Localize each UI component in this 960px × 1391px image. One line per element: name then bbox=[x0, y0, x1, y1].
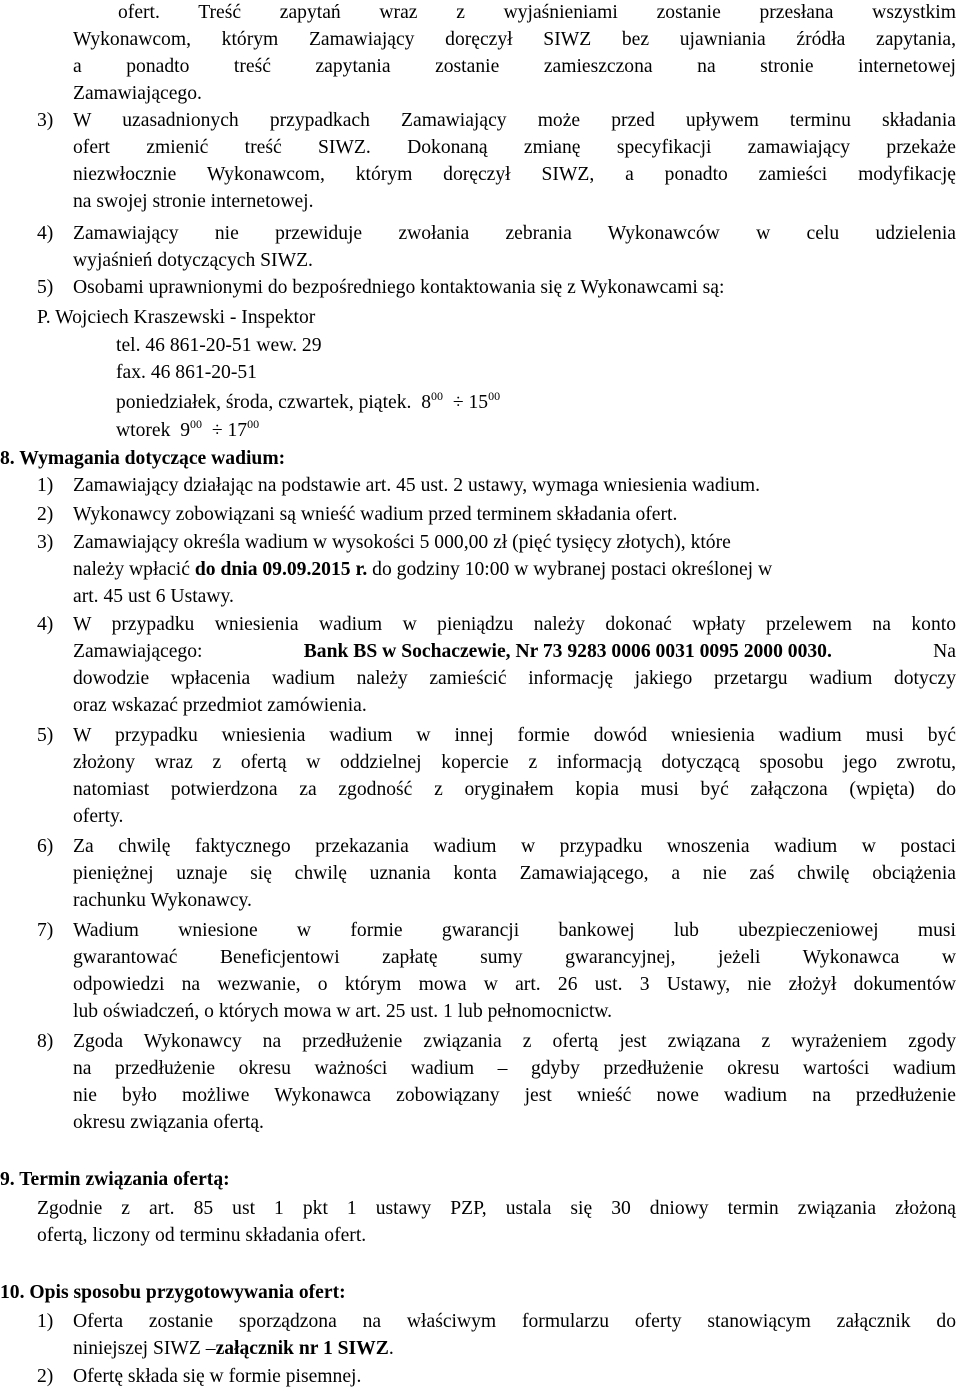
item-8-4-line-3: dowodzie wpłacenia wadium należy zamieścić informację jakiego przetargu wadium dotyczy bbox=[73, 668, 956, 689]
text-segment: należy wpłacić bbox=[73, 559, 190, 580]
tuesday-label: wtorek bbox=[116, 420, 171, 441]
item-8-7-line-3: odpowiedzi na wezwanie, o którym mowa w art. 26 ust. 3 Ustawy, nie złożył dokumentów bbox=[73, 974, 956, 995]
intro-line-2: Wykonawcom, którym Zamawiający doręczył SIWZ bez ujawniania źródła zapytania, bbox=[73, 29, 956, 50]
section-9-line-2: ofertą, liczony od terminu składania ofert. bbox=[37, 1225, 367, 1246]
text-segment: niniejszej SIWZ – bbox=[73, 1338, 216, 1359]
hour-start-minutes: 00 bbox=[190, 417, 203, 431]
item-8-3-line-3: art. 45 ust 6 Ustawy. bbox=[73, 586, 234, 607]
item-number: 5) bbox=[37, 277, 54, 298]
item-7-5-line-1: Osobami uprawnionymi do bezpośredniego kontaktowania się z Wykonawcami są: bbox=[73, 277, 725, 298]
item-7-4-line-2: wyjaśnień dotyczących SIWZ. bbox=[73, 250, 313, 271]
item-8-4-line-1: W przypadku wniesienia wadium w pieniądzu należy dokonać wpłaty przelewem na konto bbox=[73, 614, 956, 635]
item-8-8-line-2: na przedłużenie okresu ważności wadium – gdyby przedłużenie okresu wartości wadium bbox=[73, 1058, 956, 1079]
contact-phone: tel. 46 861-20-51 wew. 29 bbox=[116, 335, 322, 356]
hour-start: 9 bbox=[180, 420, 191, 441]
hour-end-minutes: 00 bbox=[247, 417, 260, 431]
item-8-6-line-1: Za chwilę faktycznego przekazania wadium w przypadku wnoszenia wadium w postaci bbox=[73, 836, 956, 857]
intro-line-4: Zamawiającego. bbox=[73, 83, 202, 104]
hour-start-minutes: 00 bbox=[431, 389, 444, 403]
intro-line-1: ofert. Treść zapytań wraz z wyjaśnieniami zostanie przesłana wszystkim bbox=[118, 2, 956, 23]
item-number: 7) bbox=[37, 920, 54, 941]
item-number: 2) bbox=[37, 504, 54, 525]
deadline-date: do dnia 09.09.2015 r. bbox=[194, 559, 368, 580]
item-7-3-line-4: na swojej stronie internetowej. bbox=[73, 191, 314, 212]
item-number: 6) bbox=[37, 836, 54, 857]
item-8-8-line-4: okresu związania ofertą. bbox=[73, 1112, 264, 1133]
text-segment: do godziny 10:00 w wybranej postaci określonej w bbox=[372, 559, 773, 580]
item-10-1-line-1: Oferta zostanie sporządzona na właściwym formularzu oferty stanowiącym załącznik do bbox=[73, 1311, 956, 1332]
attachment-reference: załącznik nr 1 SIWZ bbox=[215, 1338, 389, 1359]
item-8-2-line-1: Wykonawcy zobowiązani są wnieść wadium przed terminem składania ofert. bbox=[73, 504, 678, 525]
item-number: 4) bbox=[37, 223, 54, 244]
range-sign: ÷ bbox=[211, 420, 223, 441]
text-segment: Zamawiającego: bbox=[73, 641, 203, 662]
hour-start: 8 bbox=[421, 392, 432, 413]
intro-line-3: a ponadto treść zapytania zostanie zamieszczona na stronie internetowej bbox=[73, 56, 956, 77]
item-10-1-line-2 bbox=[73, 1336, 394, 1363]
contact-person: P. Wojciech Kraszewski - Inspektor bbox=[37, 307, 316, 328]
weekdays-label: poniedziałek, środa, czwartek, piątek. bbox=[116, 392, 412, 413]
item-8-6-line-2: pieniężnej uznaje się chwilę uznania konta Zamawiającego, a nie zaś chwilę obciążenia bbox=[73, 863, 956, 884]
item-8-5-line-1: W przypadku wniesienia wadium w innej formie dowód wniesienia wadium musi być bbox=[73, 725, 956, 746]
item-8-7-line-2: gwarantować Beneficjentowi zapłatę sumy gwarancyjnej, jeżeli Wykonawca w bbox=[73, 947, 956, 968]
item-8-1-line-1: Zamawiający działając na podstawie art. 45 ust. 2 ustawy, wymaga wniesienia wadium. bbox=[73, 475, 761, 496]
item-number: 8) bbox=[37, 1031, 54, 1052]
item-8-6-line-3: rachunku Wykonawcy. bbox=[73, 890, 252, 911]
item-number: 1) bbox=[37, 475, 54, 496]
item-number: 2) bbox=[37, 1366, 54, 1387]
item-8-4-line-2 bbox=[73, 639, 956, 666]
item-8-3-line-1: Zamawiający określa wadium w wysokości 5 000,00 zł (pięć tysięcy złotych), które bbox=[73, 532, 731, 553]
item-7-3-line-1: W uzasadnionych przypadkach Zamawiający może przed upływem terminu składania bbox=[73, 110, 956, 131]
bank-account: Bank BS w Sochaczewie, Nr 73 9283 0006 0031 0095 2000 0030. bbox=[303, 641, 832, 662]
office-hours-weekdays bbox=[116, 390, 500, 417]
item-number: 1) bbox=[37, 1311, 54, 1332]
range-sign: ÷ bbox=[452, 392, 464, 413]
section-9-heading: 9. Termin związania ofertą: bbox=[0, 1169, 230, 1190]
item-8-3-line-2 bbox=[73, 557, 772, 584]
section-10-heading: 10. Opis sposobu przygotowywania ofert: bbox=[0, 1282, 346, 1303]
item-8-8-line-3: nie było możliwe Wykonawca zobowiązany jest wnieść nowe wadium na przedłużenie bbox=[73, 1085, 956, 1106]
office-hours-tuesday bbox=[116, 418, 259, 445]
item-7-3-line-2: ofert zmienić treść SIWZ. Dokonaną zmianę specyfikacji zamawiający przekaże bbox=[73, 137, 956, 158]
section-9-line-1: Zgodnie z art. 85 ust 1 pkt 1 ustawy PZP, ustala się 30 dniowy termin związania złożoną bbox=[37, 1198, 956, 1219]
item-10-2-line-1: Ofertę składa się w formie pisemnej. bbox=[73, 1366, 362, 1387]
text-segment: Na bbox=[933, 641, 956, 662]
section-8-heading: 8. Wymagania dotyczące wadium: bbox=[0, 448, 286, 469]
hour-end: 17 bbox=[227, 420, 248, 441]
item-8-4-line-4: oraz wskazać przedmiot zamówienia. bbox=[73, 695, 367, 716]
item-8-7-line-1: Wadium wniesione w formie gwarancji bankowej lub ubezpieczeniowej musi bbox=[73, 920, 956, 941]
item-7-4-line-1: Zamawiający nie przewiduje zwołania zebrania Wykonawców w celu udzielenia bbox=[73, 223, 956, 244]
item-number: 3) bbox=[37, 110, 54, 131]
item-8-5-line-3: natomiast potwierdzona za zgodność z oryginałem kopia musi być załączona (wpięta) do bbox=[73, 779, 956, 800]
text-segment: . bbox=[388, 1338, 394, 1359]
item-8-5-line-4: oferty. bbox=[73, 806, 124, 827]
item-8-5-line-2: złożony wraz z ofertą w oddzielnej kopercie z informacją dotyczącą sposobu jego zwrotu, bbox=[73, 752, 956, 773]
hour-end-minutes: 00 bbox=[488, 389, 501, 403]
item-number: 5) bbox=[37, 725, 54, 746]
item-number: 3) bbox=[37, 532, 54, 553]
item-8-8-line-1: Zgoda Wykonawcy na przedłużenie związania z ofertą jest związana z wyrażeniem zgody bbox=[73, 1031, 956, 1052]
hour-end: 15 bbox=[468, 392, 489, 413]
contact-fax: fax. 46 861-20-51 bbox=[116, 362, 257, 383]
item-7-3-line-3: niezwłocznie Wykonawcom, którym doręczył SIWZ, a ponadto zamieści modyfikację bbox=[73, 164, 956, 185]
item-8-7-line-4: lub oświadczeń, o których mowa w art. 25 ust. 1 lub pełnomocnictw. bbox=[73, 1001, 613, 1022]
item-number: 4) bbox=[37, 614, 54, 635]
